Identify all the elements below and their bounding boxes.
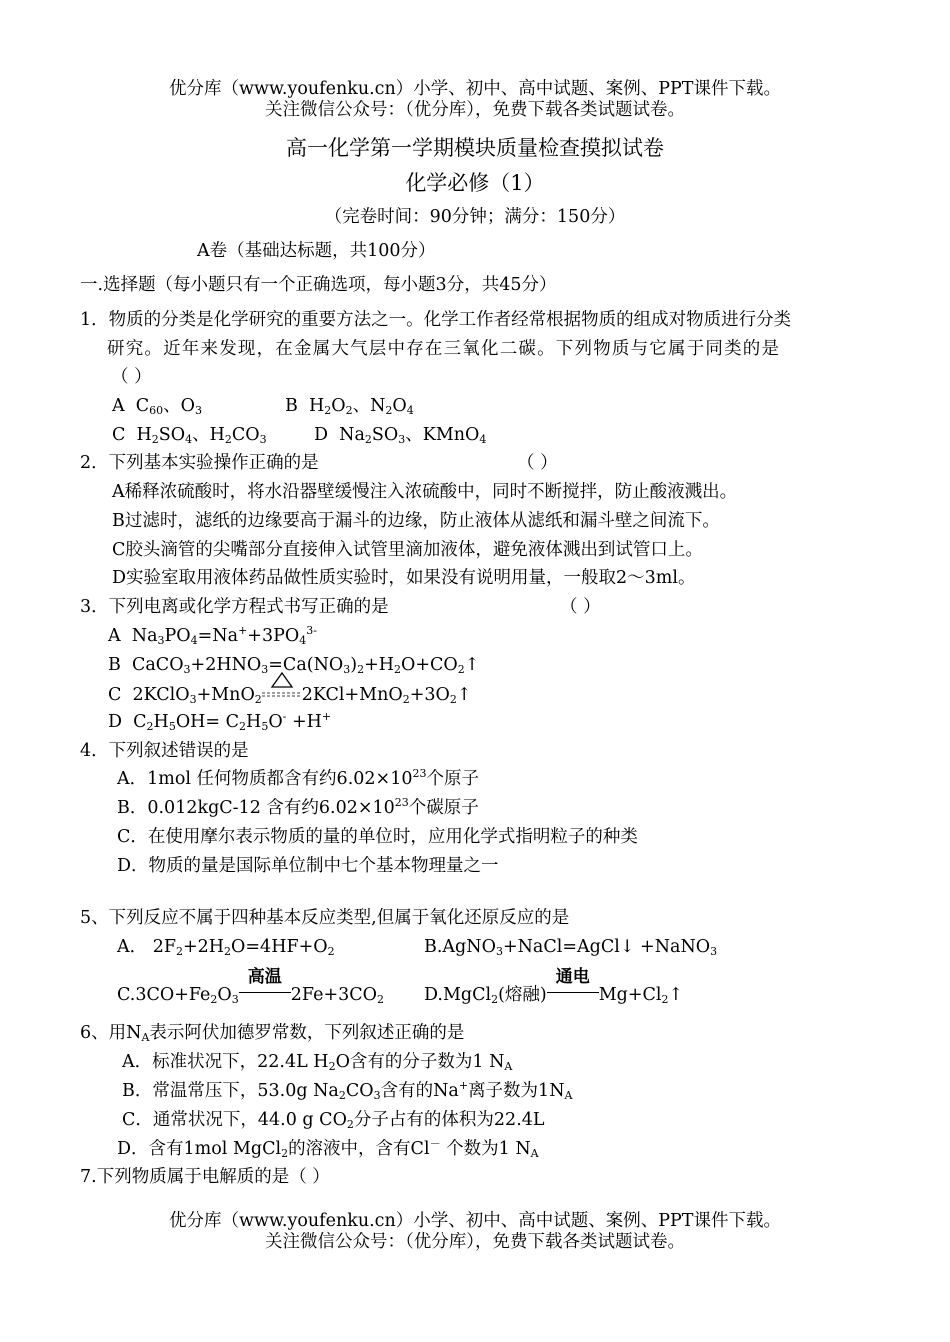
q4-option-a: A．1mol 任何物质都含有约$6.02\times 10^{23}$个原子 xyxy=(117,767,479,789)
q3-option-a: A $Na_3PO_4=Na^++3PO_4^{3-}$ xyxy=(108,624,317,647)
q5-option-a: A． $2F_2+2H_2O=4HF+O_2$ xyxy=(117,937,335,958)
q3-option-b: B $CaCO_3+2HNO_3=Ca(NO_3)_2+H_2O+CO_2↑$ xyxy=(108,655,480,676)
q2-option-d: D实验室取用液体药品做性质实验时，如果没有说明用量，一般取2～3ml。 xyxy=(112,568,696,588)
q5-stem: 5、下列反应不属于四种基本反应类型,但属于氧化还原反应的是 xyxy=(80,908,570,928)
page-title: 高一化学第一学期模块质量检查摸拟试卷 xyxy=(286,136,664,160)
q6-option-c: C．通常状况下，44.0 g $CO_2$分子占有的体积为22.4L xyxy=(122,1110,545,1131)
q3-option-d: D $C_2H_5OH= C_2H_5O^- +H^+$ xyxy=(108,710,332,733)
q2-answer-bracket: （ ） xyxy=(517,453,558,473)
page-subtitle: 化学必修（1） xyxy=(405,171,545,195)
header-line-1: 优分库（www.youfenku.cn）小学、初中、高中试题、案例、PPT课件下载。 xyxy=(169,79,781,99)
q2-stem: 2．下列基本实验操作正确的是 xyxy=(80,453,319,473)
q2-option-a: A稀释浓硫酸时，将水沿器壁缓慢注入浓硫酸中，同时不断搅拌，防止酸液溅出。 xyxy=(112,482,738,502)
q4-option-c: C．在使用摩尔表示物质的量的单位时，应用化学式指明粒子的种类 xyxy=(117,827,638,847)
q1-stem-line-2: 研究。近年来发现，在金属大气层中存在三氧化二碳。下列物质与它属于同类的是 xyxy=(107,339,781,359)
reaction-condition-electrolysis: 通电 xyxy=(547,983,599,1003)
q7-stem: 7.下列物质属于电解质的是（ ） xyxy=(80,1167,330,1187)
q2-option-b: B过滤时，滤纸的边缘要高于漏斗的边缘，防止液体从滤纸和漏斗壁之间流下。 xyxy=(112,511,720,531)
q2-option-c: C胶头滴管的尖嘴部分直接伸入试管里滴加液体，避免液体溅出到试管口上。 xyxy=(112,540,703,560)
q1-stem-line-1: 1．物质的分类是化学研究的重要方法之一。化学工作者经常根据物质的组成对物质进行分类 xyxy=(80,310,792,330)
q5-option-d: D.MgCl$_2$(熔融) 通电 $Mg+Cl_2↑$ xyxy=(424,967,684,1006)
q5-option-b: B.AgNO$_3$+NaCl=AgCl↓ +NaNO$_3$ xyxy=(424,937,718,958)
footer-line-1: 优分库（www.youfenku.cn）小学、初中、高中试题、案例、PPT课件下载。 xyxy=(169,1211,781,1231)
footer-line-2: 关注微信公众号：（优分库），免费下载各类试题试卷。 xyxy=(265,1232,685,1252)
reaction-condition-high-temp: 高温 xyxy=(239,983,291,1003)
section-title: A卷（基础达标题，共100分） xyxy=(197,241,436,261)
q4-option-b: B．0.012kgC-12 含有约$6.02\times 10^{23}$个碳原子 xyxy=(117,796,479,818)
q3-answer-bracket: （ ） xyxy=(560,597,601,617)
q6-stem: 6、用$N_A$表示阿伏加德罗常数，下列叙述正确的是 xyxy=(80,1023,465,1044)
part-heading: 一.选择题（每小题只有一个正确选项，每小题3分，共45分） xyxy=(80,275,557,295)
q3-stem: 3．下列电离或化学方程式书写正确的是 xyxy=(80,597,389,617)
heat-triangle-icon xyxy=(262,683,302,703)
q5-option-c: $C.3CO+Fe_2O_3$ 高温 $2Fe+3CO_2$ xyxy=(117,967,384,1006)
q1-option-d: D $Na_2SO_3$、KMnO$_4$ xyxy=(314,425,487,446)
q6-option-a: A．标准状况下，22.4L $H_2O$含有的分子数为1 $N_A$ xyxy=(122,1052,513,1073)
q1-option-a: A $C_{60}$、$O_3$ xyxy=(112,396,203,417)
q4-stem: 4．下列叙述错误的是 xyxy=(80,741,249,761)
q3-option-c: C 2KClO$_3$+MnO$_2$ $2KCl+MnO_2+3O_2↑$ xyxy=(108,683,472,706)
q1-option-b: B $H_2O_2$、$N_2O_4$ xyxy=(285,396,414,417)
q1-answer-bracket: （ ） xyxy=(111,367,152,387)
q6-option-b: B．常温常压下，53.0g $Na_2CO_3$含有的Na+离子数为$1N_A$ xyxy=(122,1079,573,1102)
exam-info: （完卷时间：90分钟；满分：150分） xyxy=(324,207,626,227)
q6-option-d: D．含有1mol MgCl$_2$的溶液中，含有Cl－ 个数为1 $N_A$ xyxy=(117,1137,539,1160)
header-line-2: 关注微信公众号：（优分库），免费下载各类试题试卷。 xyxy=(265,100,685,120)
q4-option-d: D．物质的量是国际单位制中七个基本物理量之一 xyxy=(117,856,499,876)
q1-option-c: C $H_2SO_4$、$H_2CO_3$ xyxy=(112,425,267,446)
